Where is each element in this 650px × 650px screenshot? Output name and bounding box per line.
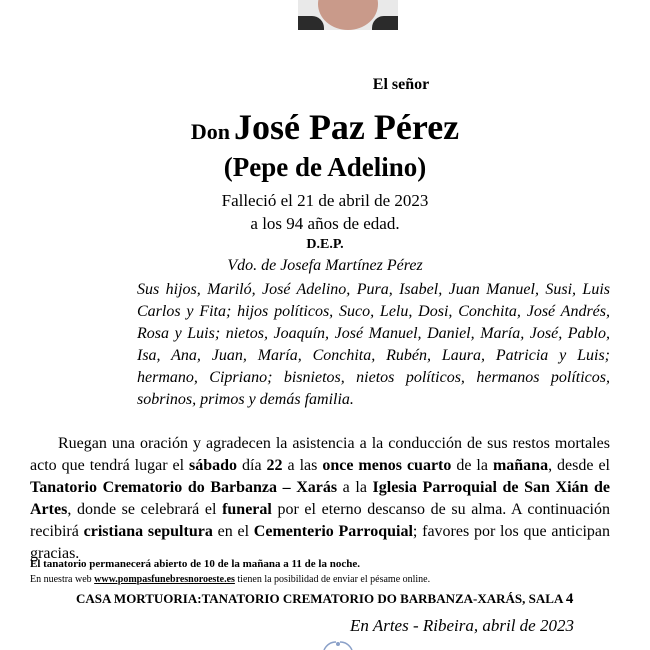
deceased-alias: (Pepe de Adelino)	[223, 152, 427, 182]
laurel-emblem-icon	[318, 640, 358, 650]
dep-text: D.E.P.	[306, 237, 344, 252]
deceased-name-line	[0, 106, 650, 148]
place-date: En Artes - Ribeira, abril de 2023	[350, 616, 574, 635]
honorific: Don	[190, 119, 230, 144]
opening-hours-note: El tanatorio permanecerá abierto de 10 de la mañana a 11 de la noche.	[30, 558, 360, 570]
age-text: a los 94 años de edad.	[250, 214, 400, 233]
intro-text: El señor	[372, 76, 430, 93]
family-list: Sus hijos, Mariló, José Adelino, Pura, Isabel, Juan Manuel, Susi, Luis Carlos y Fita; hijos políticos, Suco, Lelu, Dosi, Conchita, José Andrés, Rosa y Luis; nietos, Joaquín, José Manuel, Daniel, María, José, Pablo, Isa, Ana, Juan, María, Conchita, Rubén, Laura, Patricia y Luis; hermano, Cipriano; bisnietos, nietos políticos, hermanos políticos, sobrinos, primos y demás familia.	[137, 281, 610, 408]
death-date: Falleció el 21 de abril de 2023	[221, 191, 429, 210]
room-number: 4	[565, 591, 574, 607]
website-link[interactable]: www.pompasfunebresnoroeste.es	[94, 574, 235, 585]
ceremony-text: Ruegan una oración y agradecen la asistencia a la conducción de sus restos mortales acto que tendrá lugar el sábado día 22 a las once menos cuarto de la mañana, desde el Tanatorio Crematorio do Barbanza – Xarás a la Iglesia Parroquial de San Xián de Artes, donde se celebrará el funeral por el eterno descanso de su alma. A continuación recibirá cristiana sepultura en el Cementerio Parroquial; favores por los que anticipan gracias.	[30, 435, 611, 562]
funeral-home-line: CASA MORTUORIA:TANATORIO CREMATORIO DO BARBANZA-XARÁS, SALA 4	[76, 591, 574, 607]
widower-text: Vdo. de Josefa Martínez Pérez	[227, 257, 423, 274]
deceased-name: José Paz Pérez	[233, 107, 460, 147]
web-note: En nuestra web www.pompasfunebresnoroeste.es tienen la posibilidad de enviar el pésame online.	[30, 574, 431, 585]
deceased-photo	[298, 0, 398, 30]
